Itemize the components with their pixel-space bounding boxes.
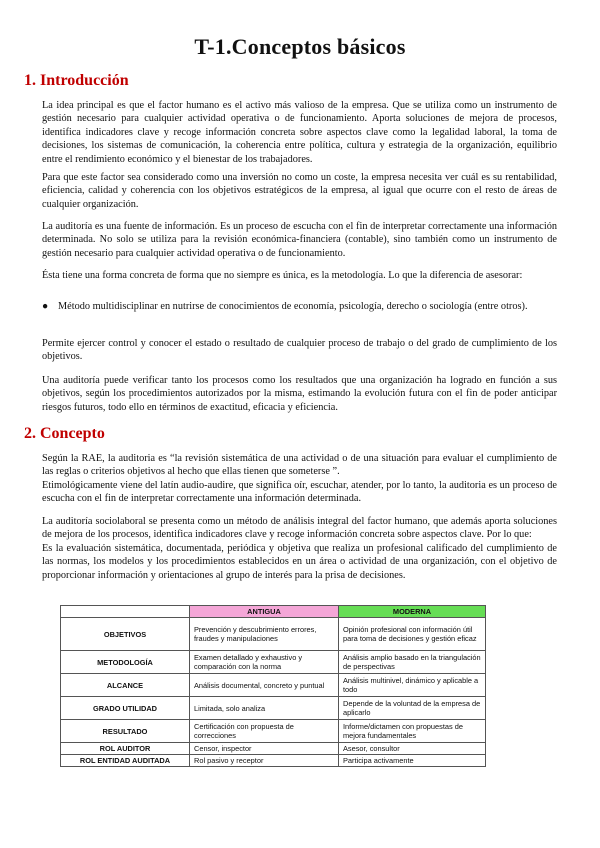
table-row [61,720,486,743]
cell-antigua: Censor, inspector [190,743,339,755]
row-label: ALCANCE [61,674,190,697]
table-corner [61,606,190,618]
paragraph: La auditoría es una fuente de información. Es un proceso de escucha con el fin de interpretar correctamente una información determinada. No solo se utiliza para la revisión económica-financiera (contable), sino también como un instrumento de gestión necesario para cualquier actividad operativa o de funcionamiento. [42,221,557,259]
table-row [61,618,486,651]
table-row [61,651,486,674]
table-row [61,697,486,720]
row-label: METODOLOGÍA [61,651,190,674]
bullet-text: Método multidisciplinar en nutrirse de conocimientos de economía, psicología, derecho o sociología (entre otros). [58,301,528,312]
table-row [61,743,486,755]
table-row [61,674,486,697]
comparison-table [60,605,486,767]
cell-antigua: Rol pasivo y receptor [190,755,339,767]
paragraph: La auditoría sociolaboral se presenta como un método de análisis integral del factor humano, que además aporta soluciones de mejora de los procesos, identifica indicadores clave y recoge información concreta sobre aspectos clave. Por lo que: Es la evaluación sistemática, documentada, periódica y objetiva que realiza un profesional calificado del cumplimiento de las normas, los modelos y los procedimientos establecidos en un área o actividad de una organización, con el objetivo de proporcionar información y orientaciones al grupo de interés para la prisa de decisiones. [42,516,557,581]
paragraph: Permite ejercer control y conocer el estado o resultado de cualquier proceso de trabajo o del grado de cumplimiento de los objetivos. [42,338,557,363]
cell-antigua: Prevención y descubrimiento errores, fraudes y manipulaciones [190,618,339,651]
cell-moderna: Informe/dictamen con propuestas de mejora fundamentales [339,720,486,743]
paragraph: La idea principal es que el factor humano es el activo más valioso de la empresa. Que se utiliza como un instrumento de gestión necesario para cualquier actividad operativa o de funcionamiento. Aporta soluciones de mejora de procesos, identifica indicadores clave y recoge información concreta sobre aspectos clave como la legalidad laboral, la toma de decisiones, los sistemas de comunicación, la coherencia entre política, cultura y estrategia de la organización, equilibrio entre el rendimiento económico y el bienestar de los trabajadores. [42,100,557,165]
cell-antigua: Certificación con propuesta de correcciones [190,720,339,743]
table-row [61,755,486,767]
paragraph: Según la RAE, la auditoria es “la revisión sistemática de una actividad o de una situación para evaluar el cumplimiento de las reglas o criterios objetivos al hecho que ellas tienen que someterse ”. Etimológicamente viene del latín audio-audire, que significa oír, escuchar, atender, por lo tanto, la auditoria es un proceso de escucha con el fin de interpretar correctamente una información determinada. [42,453,557,505]
cell-antigua: Análisis documental, concreto y puntual [190,674,339,697]
row-label: GRADO UTILIDAD [61,697,190,720]
column-header-moderna: MODERNA [339,606,486,618]
cell-moderna: Asesor, consultor [339,743,486,755]
cell-moderna: Opinión profesional con información útil para toma de decisiones y gestión eficaz [339,618,486,651]
cell-moderna: Análisis multinivel, dinámico y aplicable a todo [339,674,486,697]
cell-moderna: Análisis amplio basado en la triangulación de perspectivas [339,651,486,674]
cell-antigua: Examen detallado y exhaustivo y comparación con la norma [190,651,339,674]
row-label: RESULTADO [61,720,190,743]
paragraph: Para que este factor sea considerado como una inversión no como un coste, la empresa necesita ver cuál es su rentabilidad, eficiencia, calidad y coherencia con los objetivos estratégicos de la empresa, al igual que ocurre con el resto de áreas de cualquier organización. [42,172,557,210]
page-title: T-1.Conceptos básicos [194,34,406,59]
paragraph: Una auditoría puede verificar tanto los procesos como los resultados que una organización ha logrado en función a sus objetivos, según los procedimientos autorizados por la misma, estimando la evolución futura con el fin de poder anticipar riesgos futuros, todo ello en términos de exactitud, eficacia y eficiencia. [42,375,557,413]
cell-moderna: Participa activamente [339,755,486,767]
row-label: OBJETIVOS [61,618,190,651]
paragraph: Ésta tiene una forma concreta de forma que no siempre es única, es la metodología. Lo que la diferencia de asesorar: [42,270,523,281]
row-label: ROL AUDITOR [61,743,190,755]
row-label: ROL ENTIDAD AUDITADA [61,755,190,767]
section-heading-introduccion: 1. Introducción [24,72,129,89]
table-header-row [61,606,486,618]
bullet-dot-icon: ● [42,301,49,312]
column-header-antigua: ANTIGUA [190,606,339,618]
section-heading-concepto: 2. Concepto [24,425,105,442]
cell-antigua: Limitada, solo analiza [190,697,339,720]
cell-moderna: Depende de la voluntad de la empresa de aplicarlo [339,697,486,720]
